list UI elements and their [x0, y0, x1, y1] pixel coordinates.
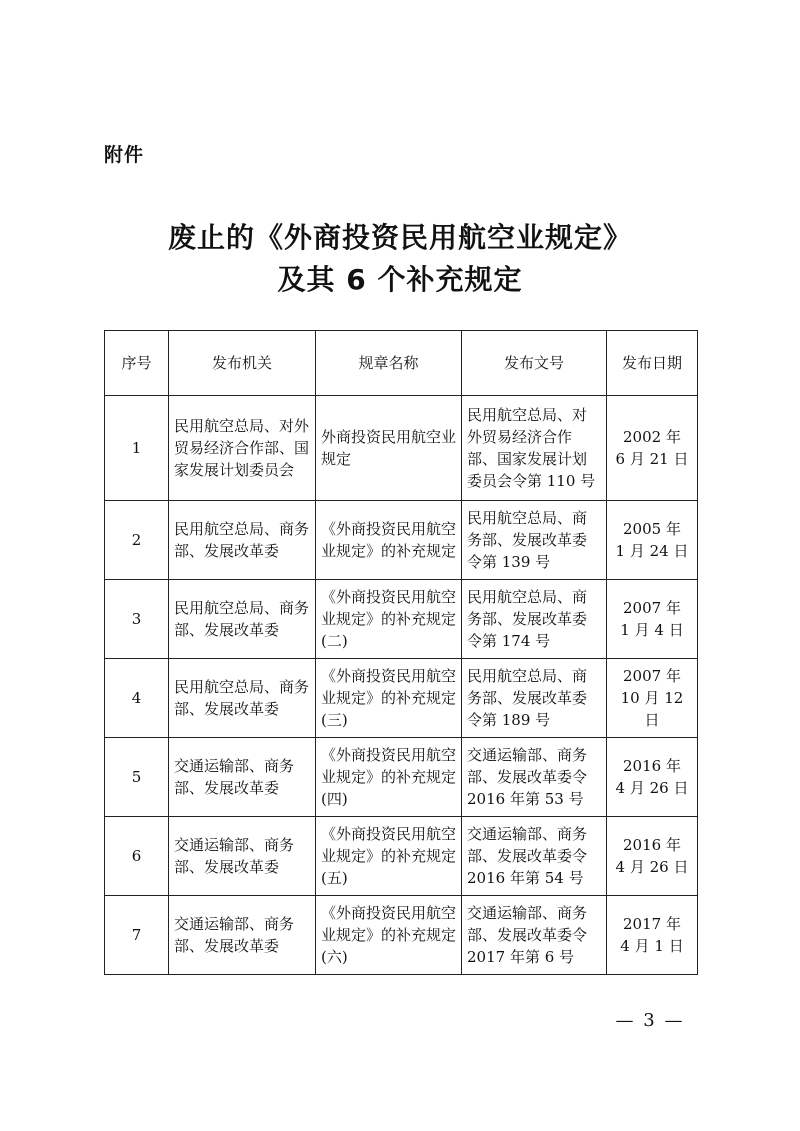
- row-seq: 3: [105, 580, 169, 659]
- row-date-year: 2007 年: [623, 599, 681, 617]
- row-regulation-name: 《外商投资民用航空业规定》的补充规定: [316, 501, 462, 580]
- row-date-day: 4 月 26 日: [615, 779, 689, 797]
- row-date: [607, 896, 698, 975]
- row-seq: 2: [105, 501, 169, 580]
- row-doc-no: 交通运输部、商务部、发展改革委令 2016 年第 53 号: [462, 738, 607, 817]
- row-seq: 4: [105, 659, 169, 738]
- row-date-day: 1 月 4 日: [620, 621, 684, 639]
- header-doc-no: 发布文号: [462, 331, 607, 396]
- row-issuer: 交通运输部、商务部、发展改革委: [169, 817, 316, 896]
- row-date-year: 2002 年: [623, 428, 681, 446]
- row-regulation-name: 《外商投资民用航空业规定》的补充规定(五): [316, 817, 462, 896]
- row-date-year: 2017 年: [623, 915, 681, 933]
- table-row: [105, 817, 698, 896]
- document-title-line-1: 废止的《外商投资民用航空业规定》: [167, 221, 632, 254]
- table-row: [105, 396, 698, 501]
- row-issuer: 民用航空总局、商务部、发展改革委: [169, 659, 316, 738]
- table-row: [105, 580, 698, 659]
- row-doc-no: 民用航空总局、商务部、发展改革委令第 139 号: [462, 501, 607, 580]
- header-issuer: 发布机关: [169, 331, 316, 396]
- row-regulation-name: 《外商投资民用航空业规定》的补充规定(四): [316, 738, 462, 817]
- row-issuer: 民用航空总局、商务部、发展改革委: [169, 580, 316, 659]
- table-row: [105, 659, 698, 738]
- attachment-label: 附件: [104, 144, 145, 166]
- row-regulation-name: 外商投资民用航空业规定: [316, 396, 462, 501]
- table-row: [105, 501, 698, 580]
- row-regulation-name: 《外商投资民用航空业规定》的补充规定(三): [316, 659, 462, 738]
- row-date-day: 1 月 24 日: [615, 542, 689, 560]
- row-doc-no: 交通运输部、商务部、发展改革委令 2016 年第 54 号: [462, 817, 607, 896]
- row-date-year: 2016 年: [623, 757, 681, 775]
- row-date: [607, 501, 698, 580]
- row-date: [607, 817, 698, 896]
- row-date: [607, 659, 698, 738]
- header-name: 规章名称: [316, 331, 462, 396]
- regulations-table: [104, 330, 698, 975]
- table-header-row: [105, 331, 698, 396]
- row-issuer: 交通运输部、商务部、发展改革委: [169, 738, 316, 817]
- row-date: [607, 580, 698, 659]
- row-issuer: 交通运输部、商务部、发展改革委: [169, 896, 316, 975]
- row-seq: 7: [105, 896, 169, 975]
- row-date: [607, 738, 698, 817]
- row-regulation-name: 《外商投资民用航空业规定》的补充规定(六): [316, 896, 462, 975]
- row-seq: 5: [105, 738, 169, 817]
- row-date-day: 6 月 21 日: [615, 450, 689, 468]
- row-date-year: 2016 年: [623, 836, 681, 854]
- row-doc-no: 交通运输部、商务部、发展改革委令 2017 年第 6 号: [462, 896, 607, 975]
- row-date-year: 2005 年: [623, 520, 681, 538]
- page-number: — 3 —: [615, 1010, 685, 1031]
- header-seq: 序号: [105, 331, 169, 396]
- row-regulation-name: 《外商投资民用航空业规定》的补充规定(二): [316, 580, 462, 659]
- document-title-line-2: 及其 6 个补充规定: [277, 263, 523, 296]
- row-date-day: 4 月 26 日: [615, 858, 689, 876]
- row-doc-no: 民用航空总局、商务部、发展改革委令第 174 号: [462, 580, 607, 659]
- row-doc-no: 民用航空总局、对外贸易经济合作部、国家发展计划委员会令第 110 号: [462, 396, 607, 501]
- row-issuer: 民用航空总局、对外贸易经济合作部、国家发展计划委员会: [169, 396, 316, 501]
- row-seq: 6: [105, 817, 169, 896]
- row-date-day: 4 月 1 日: [620, 937, 684, 955]
- row-date-year: 2007 年: [623, 667, 681, 685]
- row-date-day: 10 月 12 日: [620, 689, 684, 729]
- table-row: [105, 896, 698, 975]
- table-row: [105, 738, 698, 817]
- row-issuer: 民用航空总局、商务部、发展改革委: [169, 501, 316, 580]
- row-seq: 1: [105, 396, 169, 501]
- row-date: [607, 396, 698, 501]
- header-date: 发布日期: [607, 331, 698, 396]
- row-doc-no: 民用航空总局、商务部、发展改革委令第 189 号: [462, 659, 607, 738]
